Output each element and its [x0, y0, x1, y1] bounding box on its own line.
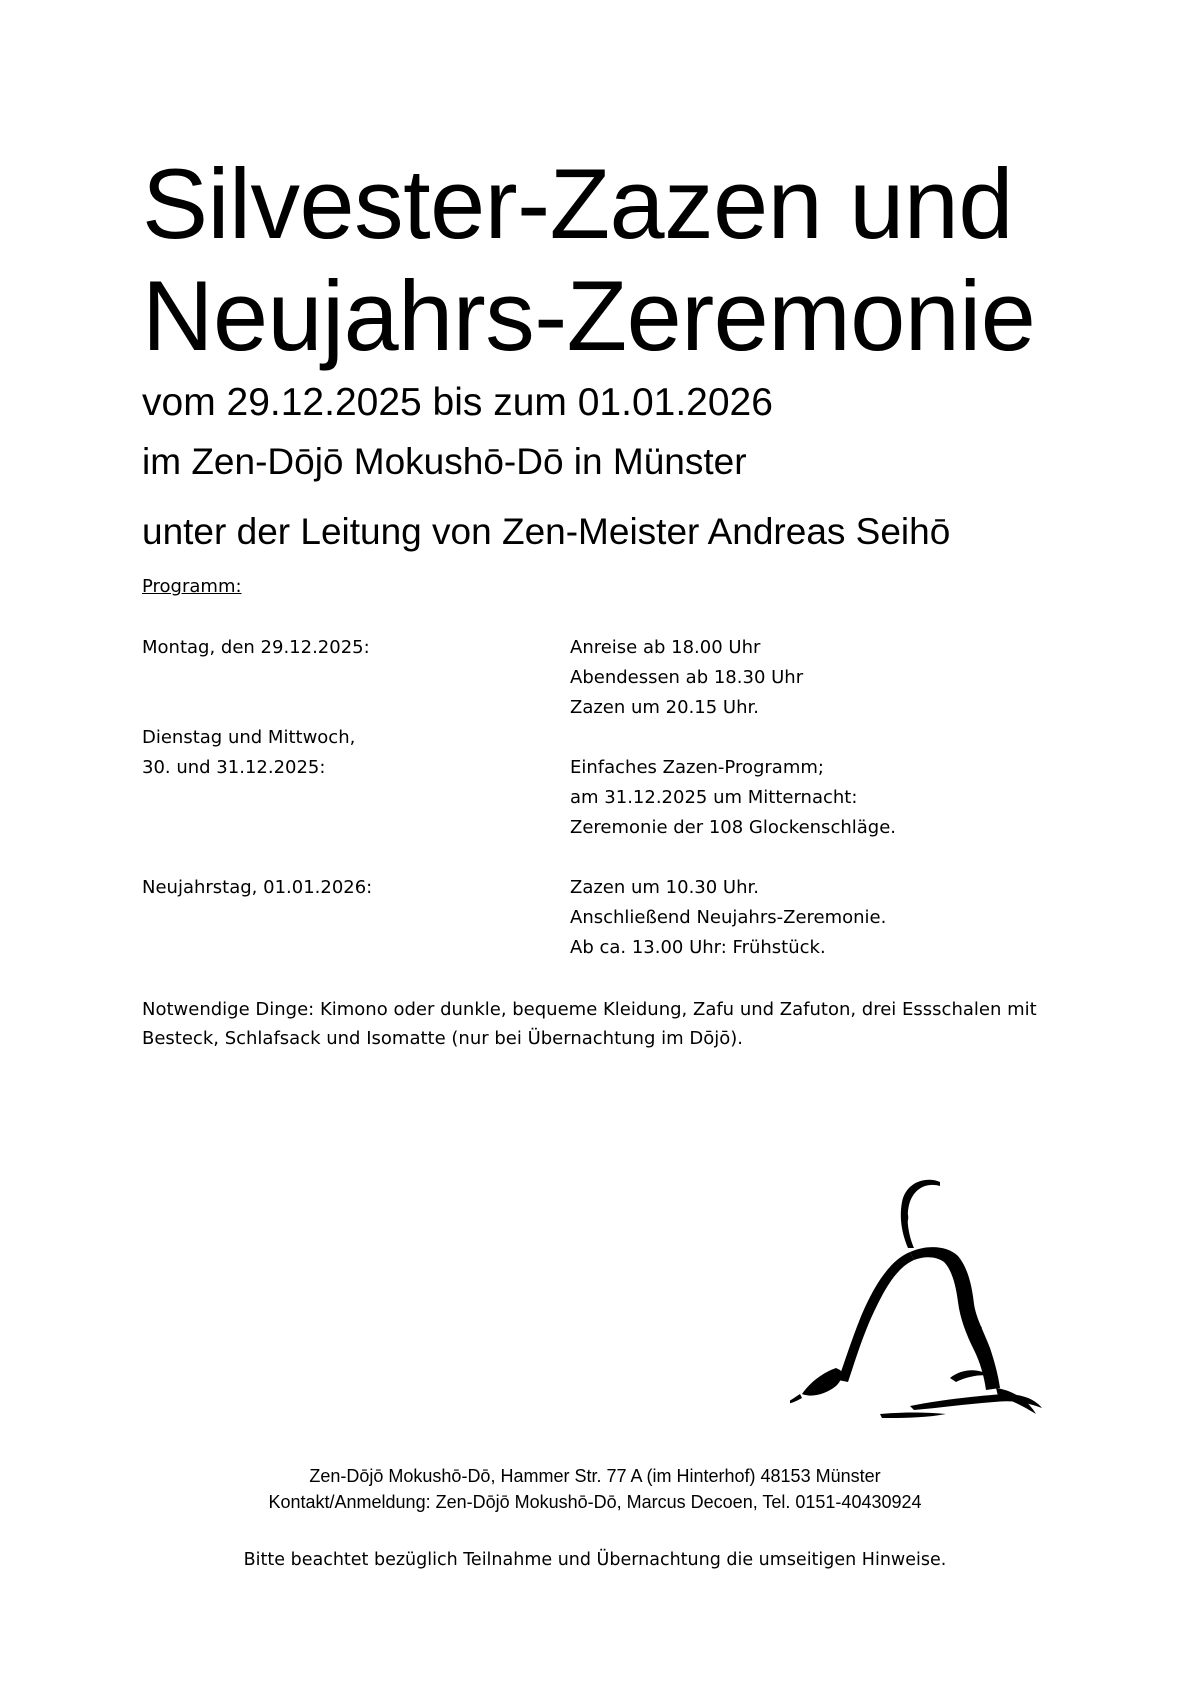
monk-base-lower — [880, 1413, 946, 1419]
day-label: 30. und 31.12.2025: — [142, 757, 326, 778]
day-label: Montag, den 29.12.2025: — [142, 637, 370, 658]
schedule-day — [142, 723, 562, 783]
schedule-day — [142, 633, 562, 663]
monk-base-tail — [790, 1394, 802, 1404]
schedule-items — [570, 633, 1042, 723]
monk-back-stroke — [838, 1252, 914, 1382]
schedule-row — [142, 633, 1042, 723]
schedule-item: Zeremonie der 108 Glockenschläge. — [570, 817, 896, 838]
schedule-item: Ab ca. 13.00 Uhr: Frühstück. — [570, 937, 826, 958]
page-title — [142, 148, 1035, 372]
event-place: im Zen-Dōjō Mokushō-Dō in Münster — [142, 441, 747, 482]
monk-shoulder-stroke — [910, 1247, 1000, 1390]
title-line-2: Neujahrs-Zeremonie — [142, 260, 1036, 371]
title-line-1: Silvester-Zazen und — [142, 148, 1013, 259]
schedule-item: Zazen um 20.15 Uhr. — [570, 697, 759, 718]
day-label: Neujahrstag, 01.01.2026: — [142, 877, 373, 898]
program-schedule — [142, 633, 1042, 963]
schedule-day — [142, 873, 562, 903]
footer-address: Zen-Dōjō Mokushō-Dō, Hammer Str. 77 A (im Hinterhof) 48153 Münster — [309, 1466, 881, 1486]
schedule-item: Einfaches Zazen-Programm; — [570, 757, 824, 778]
event-dates: vom 29.12.2025 bis zum 01.01.2026 — [142, 381, 773, 424]
footer-contact: Kontakt/Anmeldung: Zen-Dōjō Mokushō-Dō, Marcus Decoen, Tel. 0151-40430924 — [268, 1492, 922, 1512]
monk-base-left — [802, 1368, 842, 1396]
schedule-item: Anschließend Neujahrs-Zeremonie. — [570, 907, 887, 928]
event-leader: unter der Leitung von Zen-Meister Andreas Seihō — [142, 511, 951, 552]
schedule-items — [570, 873, 1042, 963]
schedule-row — [142, 873, 1042, 963]
schedule-item: Anreise ab 18.00 Uhr — [570, 637, 761, 658]
required-items-line: Besteck, Schlafsack und Isomatte (nur bei Übernachtung im Dōjō). — [142, 1028, 743, 1049]
meditating-monk-ink-icon — [790, 1168, 1060, 1423]
program-heading: Programm: — [142, 576, 242, 597]
footer-note: Bitte beachtet bezüglich Teilnahme und Übernachtung die umseitigen Hinweise. — [243, 1550, 947, 1570]
schedule-item: Zazen um 10.30 Uhr. — [570, 877, 759, 898]
schedule-item: am 31.12.2025 um Mitternacht: — [570, 787, 858, 808]
schedule-row — [142, 723, 1042, 843]
schedule-items — [570, 723, 1042, 843]
schedule-item: Abendessen ab 18.30 Uhr — [570, 667, 804, 688]
required-items-line: Notwendige Dinge: Kimono oder dunkle, bequeme Kleidung, Zafu und Zafuton, drei Essschalen mit — [142, 999, 1037, 1020]
required-items — [142, 995, 1052, 1053]
day-label: Dienstag und Mittwoch, — [142, 727, 356, 748]
